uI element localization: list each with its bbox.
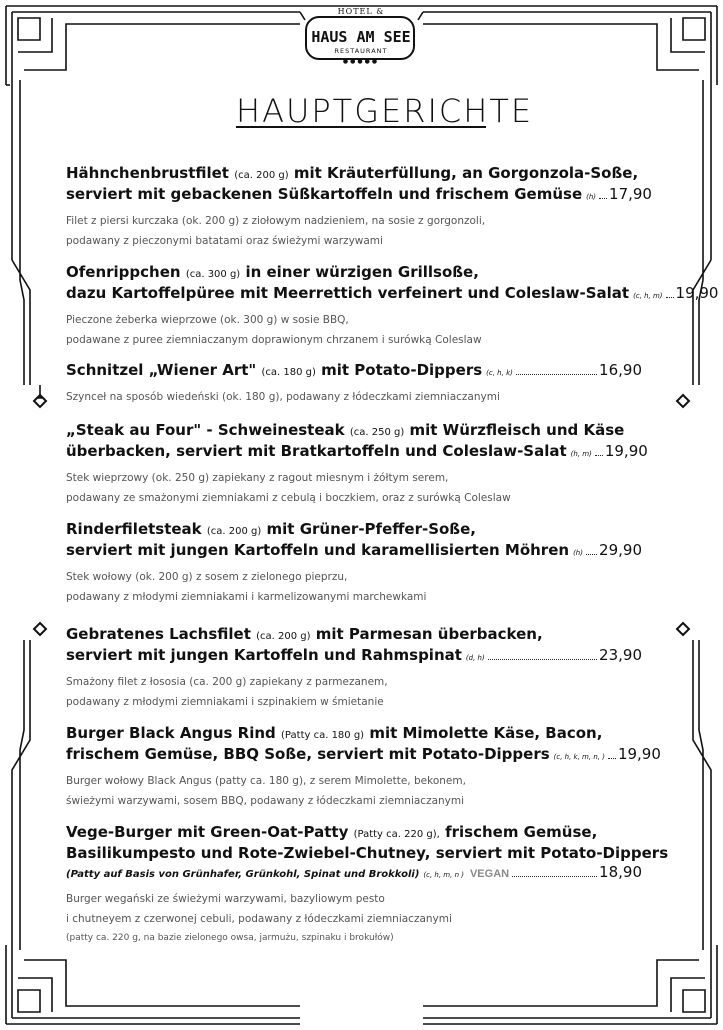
dish-desc: frischem Gemüse, [445, 823, 598, 841]
dish-item [66, 625, 642, 712]
dish-polish-line-1: Pieczone żeberka wieprzowe (ok. 300 g) w sosie BBQ, [66, 314, 349, 326]
right-rail-top [677, 72, 711, 407]
dish-title-line-1 [66, 421, 642, 442]
dish-weight: (Patty ca. 220 g), [353, 829, 440, 840]
dish-desc: mit Mimolette Käse, Bacon, [369, 724, 603, 742]
corner-bottom-left [6, 945, 300, 1024]
dish-polish-line-2: podawany z pieczonymi batatami oraz świeżymi warzywami [66, 235, 383, 247]
dish-name: Schnitzel „Wiener Art" [66, 361, 257, 379]
dot-leader [586, 554, 597, 555]
dot-leader [599, 198, 607, 199]
dish-desc: überbacken, serviert mit Bratkartoffeln und Coleslaw-Salat [66, 442, 567, 460]
dish-polish-line-1: Burger wołowy Black Angus (patty ca. 180 g), z serem Mimolette, bekonem, [66, 775, 466, 787]
dish-polish-line-2: podawany z młodymi ziemniakami i szpinakiem w śmietanie [66, 696, 384, 708]
dish-weight: (ca. 180 g) [261, 367, 316, 378]
dish-desc: dazu Kartoffelpüree mit Meerrettich verfeinert und Coleslaw-Salat [66, 284, 630, 302]
title-underline [236, 126, 486, 128]
dish-polish-line-2: podawany ze smażonymi ziemniakami z cebulą i boczkiem, oraz z surówką Coleslaw [66, 492, 511, 504]
corner-top-left [6, 6, 300, 85]
dish-name: Burger Black Angus Rind [66, 724, 276, 742]
dish-title-line-1 [66, 361, 642, 383]
dish-weight: (ca. 200 g) [206, 526, 262, 537]
dot-leader [595, 455, 603, 456]
left-rail-top [12, 72, 46, 407]
dish-title-line-2 [66, 284, 719, 306]
dish-weight: (ca. 300 g) [185, 269, 241, 280]
dish-polish-line-1: Stek wołowy (ok. 200 g) z sosem z zielonego pieprzu, [66, 571, 348, 583]
dish-title-line-1 [66, 164, 642, 185]
dish-price: 16,90 [599, 361, 642, 379]
dish-polish-line-1: Filet z piersi kurczaka (ok. 200 g) z ziołowym nadzieniem, na sosie z gorgonzoli, [66, 215, 486, 227]
dish-title-line-3 [66, 863, 642, 885]
dish-price: 19,90 [675, 284, 719, 302]
dot-leader [488, 659, 597, 660]
logo-dots: ●●●●● [342, 58, 380, 65]
dish-polish-line-2: świeżymi warzywami, sosem BBQ, podawany z łódeczkami ziemniaczanymi [66, 795, 465, 807]
dish-title-line-1 [66, 263, 642, 284]
dish-allergens: (c, h, k) [486, 369, 513, 377]
dish-item [66, 421, 648, 508]
dish-name: Rinderfiletsteak [66, 520, 202, 538]
dish-title-line-1 [66, 724, 642, 745]
dish-title-line-2 [66, 745, 661, 767]
vegan-badge: VEGAN [469, 868, 510, 880]
logo-name: HAUS AM SEE [311, 28, 411, 46]
right-rail-bottom [677, 623, 711, 958]
dish-allergens: (c, h, m) [633, 292, 663, 300]
dish-item [66, 263, 719, 350]
page-title: HAUPTGERICHTE [236, 92, 534, 130]
dish-item [66, 361, 642, 407]
hotel-logo [302, 2, 420, 78]
dish-desc: serviert mit jungen Kartoffeln und karamellisierten Möhren [66, 541, 570, 559]
dish-name: Hähnchenbrustfilet [66, 164, 229, 182]
dish-polish-line-1: Stek wieprzowy (ok. 250 g) zapiekany z ragout miesnym i żółtym serem, [66, 472, 449, 484]
dot-leader [666, 297, 674, 298]
dot-leader [608, 758, 616, 759]
dish-title-line-2 [66, 541, 642, 563]
dish-polish-line-1: Smażony filet z łososia (ca. 200 g) zapiekany z parmezanem, [66, 676, 388, 688]
dish-allergens: (h, m) [570, 450, 592, 458]
dot-leader [512, 876, 597, 877]
dish-desc: serviert mit jungen Kartoffeln und Rahmspinat [66, 646, 462, 664]
dish-polish-line-2: podawany z młodymi ziemniakami i karmelizowanymi marchewkami [66, 591, 427, 603]
dish-weight: (ca. 250 g) [349, 427, 405, 438]
dish-allergens: (h) [586, 193, 597, 201]
corner-top-right [423, 6, 717, 85]
dish-weight: (ca. 200 g) [256, 631, 311, 642]
dish-name: Vege-Burger mit Green-Oat-Patty [66, 823, 349, 841]
dish-price: 19,90 [617, 745, 661, 763]
dish-name: Ofenrippchen [66, 263, 181, 281]
dish-desc: mit Parmesan überbacken, [315, 625, 543, 643]
dish-polish-line-2: podawane z puree ziemniaczanym doprawionym chrzanem i surówką Coleslaw [66, 334, 482, 346]
dish-title-line-1 [66, 625, 642, 646]
dish-polish-line-1: Burger wegański ze świeżymi warzywami, bazyliowym pesto [66, 893, 385, 905]
dish-weight: (ca. 200 g) [234, 170, 289, 181]
dish-polish-line-2: i chutneyem z czerwonej cebuli, podawany z łódeczkami ziemniaczanymi [66, 913, 452, 925]
dish-allergens: (h) [573, 549, 583, 557]
dish-price: 19,90 [604, 442, 648, 460]
dish-item [66, 724, 661, 811]
dish-price: 17,90 [609, 185, 652, 203]
dish-title-line-2 [66, 646, 642, 668]
logo-hotel-text: HOTEL & [337, 7, 385, 16]
dish-allergens: (d, h) [465, 654, 485, 662]
dish-desc: mit Grüner-Pfeffer-Soße, [266, 520, 476, 538]
corner-bottom-right [423, 945, 717, 1024]
dish-desc: frischem Gemüse, BBQ Soße, serviert mit Potato-Dippers [66, 745, 550, 763]
dish-price: 18,90 [599, 863, 642, 881]
dish-title-line-2 [66, 442, 648, 464]
dish-desc: in einer würzigen Grillsoße, [245, 263, 479, 281]
dish-weight: (Patty ca. 180 g) [281, 730, 365, 741]
dish-patty-note: (Patty auf Basis von Grünhafer, Grünkohl, Spinat und Brokkoli) [66, 869, 420, 880]
dish-desc: mit Potato-Dippers [321, 361, 483, 379]
dish-allergens: (c, h, k, m, n, ) [553, 753, 605, 761]
dish-polish-line-1: Szynceł na sposób wiedeński (ok. 180 g), podawany z łódeczkami ziemniaczanymi [66, 391, 500, 403]
dish-title-line-2 [66, 844, 669, 863]
dish-price: 29,90 [599, 541, 642, 559]
dish-desc: serviert mit gebackenen Süßkartoffeln und frischem Gemüse [66, 185, 583, 203]
dish-desc: Basilikumpesto und Rote-Zwiebel-Chutney, serviert mit Potato-Dippers [66, 844, 669, 862]
dish-item [66, 823, 669, 947]
dish-title-line-2 [66, 185, 652, 207]
dish-title-line-1 [66, 823, 642, 844]
dish-desc: mit Kräuterfüllung, an Gorgonzola-Soße, [293, 164, 639, 182]
dish-polish-line-3: (patty ca. 220 g, na bazie zielonego owsa, jarmużu, szpinaku i brokułów) [66, 933, 394, 943]
dish-name: Gebratenes Lachsfilet [66, 625, 251, 643]
dish-item [66, 164, 652, 251]
left-rail-bottom [12, 623, 46, 958]
dish-title-line-1 [66, 520, 642, 541]
logo-restaurant-text: RESTAURANT [334, 47, 388, 55]
dish-name: „Steak au Four" - Schweinesteak [66, 421, 345, 439]
dish-desc: mit Würzfleisch und Käse [409, 421, 625, 439]
dish-price: 23,90 [599, 646, 642, 664]
dish-allergens: (c, h, m, n ) [423, 871, 464, 879]
dot-leader [516, 374, 597, 375]
dish-item [66, 520, 642, 607]
